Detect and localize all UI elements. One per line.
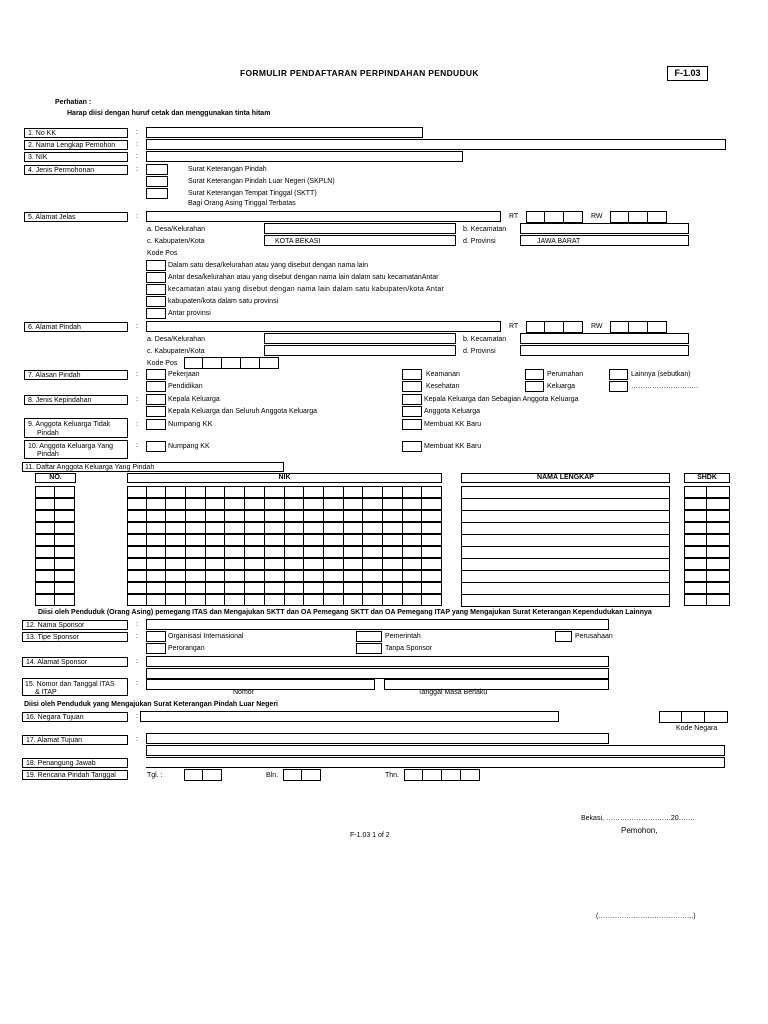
desa-label: a. Desa/Kelurahan	[147, 336, 205, 343]
notice-text: Harap diisi dengan huruf cetak dan menggunakan tinta hitam	[67, 110, 271, 117]
alasan-checkbox[interactable]	[609, 369, 628, 380]
colon: :	[136, 153, 138, 160]
opt10-checkbox[interactable]	[146, 441, 166, 452]
asing-heading: Diisi oleh Penduduk (Orang Asing) pemegang ITAS dan Mengajukan SKTT dan OA Pemegang SKTT dan OA Pemegang ITAP yang Mengajukan Surat Keterangan Kependudukan Lainnya	[38, 609, 652, 616]
kepindahan-checkbox[interactable]	[146, 406, 166, 417]
provinsi-input[interactable]	[520, 345, 689, 356]
kecamatan-input[interactable]	[520, 333, 689, 344]
provinsi-label: d. Provinsi	[463, 348, 496, 355]
row-nik-cells[interactable]	[127, 570, 442, 582]
alasan-checkbox[interactable]	[146, 381, 166, 392]
klasifikasi-text: Dalam satu desa/kelurahan atau yang disebut dengan nama lain	[168, 262, 369, 269]
rw-label: RW	[591, 213, 603, 220]
label-no-kk: 1. No KK	[24, 128, 128, 138]
row-shdk-cells[interactable]	[684, 570, 730, 582]
page-number: F-1.03 1 of 2	[350, 832, 390, 839]
rt-label: RT	[509, 213, 519, 220]
colon: :	[136, 736, 138, 743]
opt10-membuat: Membuat KK Baru	[424, 443, 482, 450]
kode-pos-boxes[interactable]	[184, 357, 279, 369]
sponsor-checkbox[interactable]	[356, 631, 382, 642]
rt-boxes[interactable]	[526, 321, 583, 333]
tgl-label: Tgl. :	[147, 772, 163, 779]
klasifikasi-checkbox-2[interactable]	[146, 272, 166, 283]
klasifikasi-checkbox-1[interactable]	[146, 260, 166, 271]
colon: :	[136, 323, 138, 330]
thn-label: Thn.	[385, 772, 400, 779]
label-nama-sponsor: 12. Nama Sponsor	[22, 620, 128, 630]
row-nik-cells[interactable]	[127, 522, 442, 534]
opt9-checkbox[interactable]	[146, 419, 166, 430]
sponsor-checkbox[interactable]	[146, 631, 166, 642]
kabupaten-label: c. Kabupaten/Kota	[147, 238, 205, 245]
kabupaten-label: c. Kabupaten/Kota	[147, 348, 205, 355]
label-nama-pemohon: 2. Nama Lengkap Pemohon	[24, 140, 128, 150]
row-nik-cells[interactable]	[127, 594, 442, 606]
label-jenis-kepindahan: 8. Jenis Kepindahan	[24, 395, 128, 405]
row-no-cells[interactable]	[35, 486, 75, 498]
row-nik-cells[interactable]	[127, 486, 442, 498]
opt10-checkbox[interactable]	[402, 441, 422, 452]
row-shdk-cells[interactable]	[684, 510, 730, 522]
row-shdk-cells[interactable]	[684, 498, 730, 510]
klasifikasi-text: kabupaten/kota dalam satu provinsi	[168, 298, 279, 305]
sponsor-organisasi: Organisasi Internasional	[168, 633, 244, 640]
label-tipe-sponsor: 13. Tipe Sponsor	[22, 632, 128, 642]
alamat-tujuan-input-2[interactable]	[146, 745, 725, 756]
label-penanggung: 18. Penangung Jawab	[22, 758, 128, 768]
thn-boxes[interactable]	[404, 769, 480, 781]
table-header-nik: NIK	[127, 473, 442, 483]
alasan-checkbox[interactable]	[525, 369, 544, 380]
colon: :	[136, 166, 138, 173]
penanggung-input[interactable]	[146, 757, 725, 768]
alamat-pindah-input[interactable]	[146, 321, 501, 332]
desa-input[interactable]	[264, 223, 456, 234]
klasifikasi-text: Antar desa/kelurahan atau yang disebut dengan nama lain dalam satu kecamatanAntar	[168, 274, 439, 281]
row-shdk-cells[interactable]	[684, 558, 730, 570]
alasan-checkbox[interactable]	[402, 369, 422, 380]
rt-label: RT	[509, 323, 519, 330]
alasan-checkbox[interactable]	[146, 369, 166, 380]
kepindahan-kk-seluruh: Kepala Keluarga dan Seluruh Anggota Keluarga	[168, 408, 318, 415]
colon: :	[136, 713, 138, 720]
klasifikasi-text: Antar provinsi	[168, 310, 211, 317]
alasan-lainnya: Lainnya (sebutkan)	[631, 371, 691, 378]
klasifikasi-checkbox-3[interactable]	[146, 284, 166, 295]
nama-sponsor-input[interactable]	[146, 619, 609, 630]
label-alamat-jelas: 5. Alamat Jelas	[24, 212, 128, 222]
colon: :	[136, 141, 138, 148]
opt9-membuat: Membuat KK Baru	[424, 421, 482, 428]
table-header-shdk: SHDK	[684, 473, 730, 483]
sponsor-pemerintah: Pemerintah	[385, 633, 421, 640]
opt10-numpang: Numpang KK	[168, 443, 210, 450]
kabupaten-input[interactable]: KOTA BEKASI	[264, 235, 456, 246]
row-no-cells[interactable]	[35, 510, 75, 522]
colon: :	[136, 396, 138, 403]
label-anggota-tidak-pindah: 9. Anggota Keluarga Tidak Pindah	[24, 418, 128, 438]
alamat-sponsor-input-2[interactable]	[146, 668, 609, 679]
notice-label: Perhatian :	[55, 99, 92, 106]
kepindahan-kk-sebagian: Kepala Keluarga dan Sebagian Anggota Keluarga	[424, 396, 579, 403]
label-rencana-pindah: 19. Rencana Pindah Tanggal	[22, 770, 128, 780]
row-shdk-cells[interactable]	[684, 582, 730, 594]
itas-nomor-input[interactable]	[146, 679, 375, 690]
alasan-checkbox[interactable]	[525, 381, 544, 392]
desa-input[interactable]	[264, 333, 456, 344]
row-nik-cells[interactable]	[127, 510, 442, 522]
no-kk-input[interactable]	[146, 127, 423, 138]
alasan-pendidikan: Pendidikan	[168, 383, 203, 390]
colon: :	[136, 421, 138, 428]
alasan-keluarga: Keluarga	[547, 383, 576, 390]
colon: :	[136, 129, 138, 136]
label-jenis-permohonan: 4. Jenis Permohonan	[24, 165, 128, 175]
kode-pos-label: Kode Pos	[147, 360, 178, 367]
row-shdk-cells[interactable]	[684, 594, 730, 606]
form-code-box: F-1.03	[667, 66, 708, 81]
alamat-jelas-input[interactable]	[146, 211, 501, 222]
itas-nomor-label: Nomor	[233, 689, 255, 696]
row-no-cells[interactable]	[35, 594, 75, 606]
row-no-cells[interactable]	[35, 558, 75, 570]
bln-boxes[interactable]	[283, 769, 321, 781]
row-no-cells[interactable]	[35, 498, 75, 510]
rt-boxes[interactable]	[526, 211, 583, 223]
alasan-checkbox[interactable]	[402, 381, 422, 392]
bln-label: Bln.	[266, 772, 279, 779]
row-nik-cells[interactable]	[127, 558, 442, 570]
itas-tanggal-label: Tanggal Masa Berlaku	[418, 689, 488, 696]
alasan-lainnya-dots: ………………………..	[631, 383, 698, 390]
rw-label: RW	[591, 323, 603, 330]
colon: :	[136, 680, 138, 687]
klasifikasi-text: kecamatan atau yang disebut dengan nama lain dalam satu kabupaten/kota Antar	[168, 286, 445, 293]
kepindahan-checkbox[interactable]	[146, 394, 166, 405]
row-shdk-cells[interactable]	[684, 534, 730, 546]
colon: :	[136, 371, 138, 378]
label-itas: 15. Nomor dan Tanggal ITAS & ITAP	[22, 678, 128, 696]
kecamatan-label: b. Kecamatan	[463, 226, 507, 233]
sponsor-checkbox[interactable]	[555, 631, 572, 642]
opt9-checkbox[interactable]	[402, 419, 422, 430]
row-shdk-cells[interactable]	[684, 522, 730, 534]
alasan-perumahan: Perumahan	[547, 371, 584, 378]
kepindahan-kk: Kepala Keluarga	[168, 396, 220, 403]
pemohon-label: Pemohon,	[621, 826, 658, 835]
colon: :	[136, 213, 138, 220]
tgl-boxes[interactable]	[184, 769, 222, 781]
sponsor-checkbox[interactable]	[146, 643, 166, 654]
place-date: Bekasi, ……………………….20…….	[581, 815, 695, 822]
kode-negara-label: Kode Negara	[676, 725, 718, 732]
colon: :	[136, 658, 138, 665]
table-header-no: NO.	[35, 473, 76, 483]
row-no-cells[interactable]	[35, 546, 75, 558]
rw-boxes[interactable]	[610, 321, 667, 333]
negara-tujuan-input[interactable]	[140, 711, 559, 722]
label-alasan-pindah: 7. Alasan Pindah	[24, 370, 128, 380]
sponsor-checkbox[interactable]	[356, 643, 382, 654]
permohonan-option: Bagi Orang Asing Tinggal Terbatas	[188, 200, 296, 207]
opt9-numpang: Numpang KK	[168, 419, 213, 428]
row-no-cells[interactable]	[35, 522, 75, 534]
rw-boxes[interactable]	[610, 211, 667, 223]
kepindahan-checkbox[interactable]	[402, 394, 422, 405]
row-nik-cells[interactable]	[127, 534, 442, 546]
table-header-nama: NAMA LENGKAP	[461, 473, 670, 483]
permohonan-option: Surat Keterangan Tempat Tinggal (SKTT)	[188, 190, 317, 197]
alasan-kesehatan: Kesehatan	[426, 383, 460, 390]
nama-pemohon-input[interactable]	[146, 139, 726, 150]
kabupaten-input[interactable]	[264, 345, 456, 356]
label-alamat-pindah: 6. Alamat Pindah	[24, 322, 128, 332]
row-nik-cells[interactable]	[127, 582, 442, 594]
row-no-cells[interactable]	[35, 582, 75, 594]
alamat-tujuan-input-1[interactable]	[146, 733, 609, 744]
label-alamat-tujuan: 17. Alamat Tujuan	[22, 735, 128, 745]
nik-input[interactable]	[146, 151, 463, 162]
colon: :	[136, 633, 138, 640]
provinsi-input[interactable]: JAWA BARAT	[520, 235, 689, 246]
kepindahan-checkbox[interactable]	[402, 406, 422, 417]
klasifikasi-checkbox-4[interactable]	[146, 296, 166, 307]
kecamatan-label: b. Kecamatan	[463, 336, 507, 343]
form-title: FORMULIR PENDAFTARAN PERPINDAHAN PENDUDUK	[240, 68, 479, 78]
sponsor-tanpa: Tanpa Sponsor	[385, 645, 433, 652]
sponsor-perorangan: Perorangan	[168, 645, 205, 652]
alasan-pekerjaan: Pekerjaan	[168, 371, 200, 378]
alasan-keamanan: Keamanan	[426, 371, 460, 378]
permohonan-checkbox-2[interactable]	[146, 176, 168, 187]
signature-line: (…………………………………..)	[596, 913, 696, 920]
sponsor-perusahaan: Perusahaan	[575, 633, 613, 640]
provinsi-label: d. Provinsi	[463, 238, 496, 245]
kepindahan-anggota: Anggota Keluarga	[424, 408, 481, 415]
row-no-cells[interactable]	[35, 534, 75, 546]
label-anggota-pindah: 10. Anggota Keluarga Yang Pindah	[24, 440, 128, 459]
row-nik-cells[interactable]	[127, 546, 442, 558]
kode-pos-label: Kode Pos	[147, 250, 178, 257]
label-negara-tujuan: 16. Negara Tujuan	[22, 712, 128, 722]
label-daftar-anggota: 11. Daftar Anggota Keluarga Yang Pindah	[22, 462, 284, 472]
luar-negeri-heading: Diisi oleh Penduduk yang Mengajukan Surat Keterangan Pindah Luar Negeri	[24, 701, 278, 708]
row-no-cells[interactable]	[35, 570, 75, 582]
permohonan-option: Surat Keterangan Pindah Luar Negeri (SKPLN)	[188, 178, 335, 185]
alamat-sponsor-input-1[interactable]	[146, 656, 609, 667]
row-nik-cells[interactable]	[127, 498, 442, 510]
permohonan-option: Surat Keterangan Pindah	[188, 166, 267, 173]
desa-label: a. Desa/Kelurahan	[147, 226, 205, 233]
colon: :	[136, 621, 138, 628]
label-nik: 3. NIK	[24, 152, 128, 162]
permohonan-checkbox-1[interactable]	[146, 164, 168, 175]
label-alamat-sponsor: 14. Alamat Sponsor	[22, 657, 128, 667]
permohonan-checkbox-3[interactable]	[146, 188, 168, 199]
colon: :	[136, 442, 138, 449]
row-nama-input[interactable]	[461, 594, 670, 607]
row-shdk-cells[interactable]	[684, 486, 730, 498]
kecamatan-input[interactable]	[520, 223, 689, 234]
klasifikasi-checkbox-5[interactable]	[146, 308, 166, 319]
alasan-checkbox[interactable]	[609, 381, 628, 392]
kode-negara-boxes[interactable]	[659, 711, 728, 723]
row-shdk-cells[interactable]	[684, 546, 730, 558]
